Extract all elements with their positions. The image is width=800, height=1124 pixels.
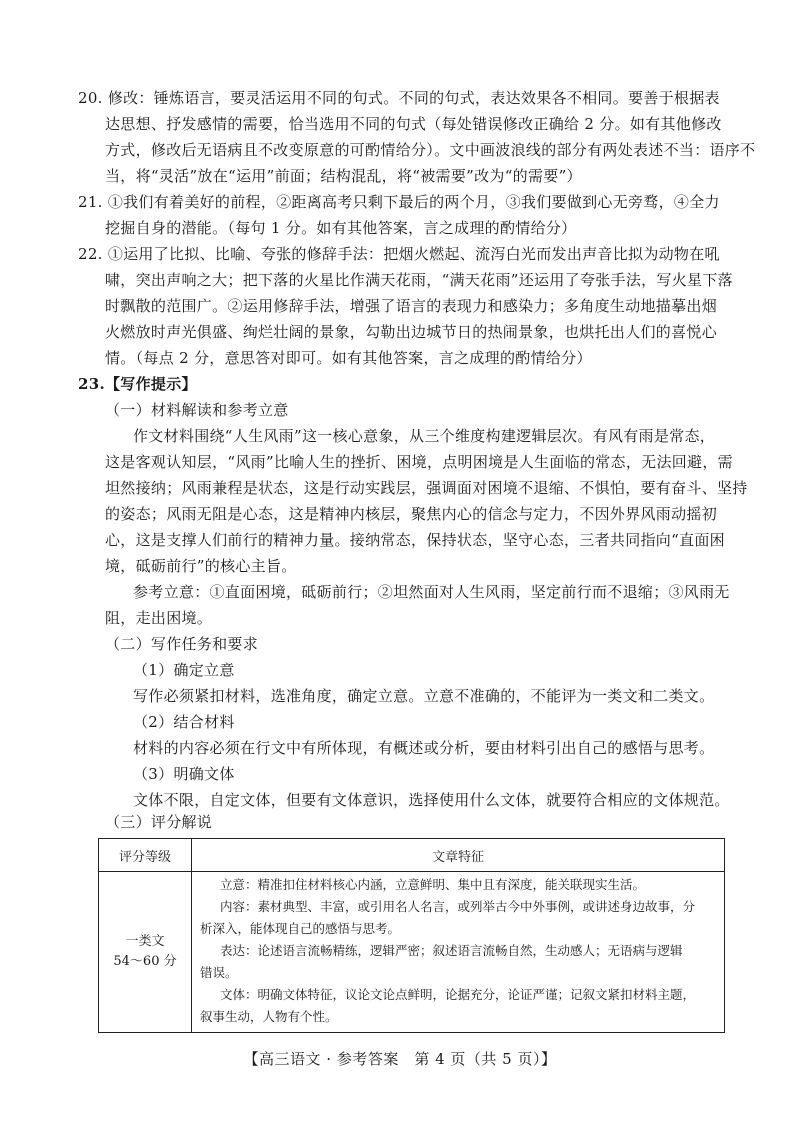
s1-para-line-6: 境，砥砺前行”的核心主旨。	[105, 557, 297, 575]
s2-item-2-text: 材料的内容必须在行文中有所体现，有概述或分析，要由材料引出自己的感悟与思考。	[133, 739, 715, 757]
s1-para-line-3: 坦然接纳；风雨兼程是状态，这是行动实践层，强调面对困境不退缩、不惧怕，要有奋斗、坚持	[105, 479, 748, 497]
grading-table	[98, 838, 725, 1033]
q20-line-3: 方式，修改后无语病且不改变原意的可酌情给分）。文中画波浪线的部分有两处表述不当：语序不	[105, 141, 756, 159]
s2-item-3-label: （3）明确文体	[133, 765, 235, 783]
q22-line-3: 时飘散的范围广。②运用修辞手法，增强了语言的表现力和感染力；多角度生动地描摹出烟	[105, 297, 718, 315]
s1-para-line-1: 作文材料围绕“人生风雨”这一核心意象，从三个维度构建逻辑层次。有风有雨是常态，	[133, 427, 716, 445]
section-3-title: （三）评分解说	[105, 813, 213, 831]
s2-item-3-text: 文体不限，自定文体，但要有文体意识，选择使用什么文体，就要符合相应的文体规范。	[133, 791, 730, 809]
features-cell	[192, 872, 725, 1033]
grade-level-name: 一类文	[125, 934, 165, 949]
q20-line-2: 达思想、抒发感情的需要，恰当选用不同的句式（每处错误修改正确给 2 分。如有其他修改	[105, 115, 722, 133]
s1-para-line-5: 心，这是支撑人们前行的精神力量。接纳常态，保持状态，坚守心态，三者共同指向“直面困	[105, 531, 725, 549]
s2-item-1-label: （1）确定立意	[133, 661, 235, 679]
feature-line-3: 析深入，能体现自己的感悟与思考。	[200, 921, 401, 936]
q21-line-2: 挖掘自身的潜能。（每句 1 分。如有其他答案，言之成理的酌情给分）	[105, 219, 577, 237]
s2-item-1-text: 写作必须紧扣材料，选准角度，确定立意。立意不准确的，不能评为一类文和二类文。	[133, 687, 715, 705]
q21-line-1: 21. ①我们有着美好的前程，②距离高考只剩下最后的两个月，③我们要做到心无旁骛，④全力	[78, 193, 720, 211]
feature-line-2: 内容：素材典型、丰富，或引用名人名言，或列举古今中外事例，或讲述身边故事，分	[220, 899, 696, 914]
s1-para-line-4: 的姿态；风雨无阻是心态，这是精神内核层，聚焦内心的信念与定力，不因外界风雨动摇初	[105, 505, 718, 523]
table-row	[99, 872, 725, 1033]
q20-line-4: 当，将“灵活”放在“运用”前面；结构混乱，将“被需要”改为“的需要”）	[105, 167, 582, 185]
s1-ref-line-2: 阻，走出困境。	[105, 609, 213, 627]
s1-para-line-2: 这是客观认知层，“风雨”比喻人生的挫折、困境，点明困境是人生面临的常态，无法回避，需	[105, 453, 733, 471]
page-footer: 【高三语文 · 参考答案 第 4 页（共 5 页）】	[243, 1050, 557, 1068]
q23-heading: 23.【写作提示】	[78, 375, 197, 393]
grade-level-cell	[99, 872, 192, 1033]
feature-line-7: 叙事生动，人物有个性。	[200, 1009, 338, 1024]
grading-table-header-row	[99, 839, 725, 872]
feature-line-5: 错误。	[200, 965, 238, 980]
feature-line-4: 表达：论述语言流畅精练，逻辑严密；叙述语言流畅自然，生动感人；无语病与逻辑	[220, 943, 683, 958]
q20-line-1: 20. 修改：锤炼语言，要灵活运用不同的句式。不同的句式，表达效果各不相同。要善于根据表	[78, 89, 720, 107]
feature-line-1: 立意：精准扣住材料核心内涵，立意鲜明、集中且有深度，能关联现实生活。	[220, 877, 646, 892]
s2-item-2-label: （2）结合材料	[133, 713, 235, 731]
grade-level-score: 54～60 分	[113, 954, 177, 969]
section-1-title: （一）材料解读和参考立意	[105, 401, 289, 419]
section-2-title: （二）写作任务和要求	[105, 635, 259, 653]
q22-line-2: 啸，突出声响之大；把下落的火星比作满天花雨，“满天花雨”还运用了夸张手法，写火星下落	[105, 271, 733, 289]
header-essay-features: 文章特征	[192, 839, 725, 872]
q22-line-1: 22. ①运用了比拟、比喻、夸张的修辞手法：把烟火燃起、流泻白光而发出声音比拟为动物在吼	[78, 245, 720, 263]
header-grade-level: 评分等级	[99, 839, 192, 872]
s1-ref-line-1: 参考立意：①直面困境，砥砺前行；②坦然面对人生风雨，坚定前行而不退缩；③风雨无	[133, 583, 730, 601]
feature-line-6: 文体：明确文体特征，议论文论点鲜明，论据充分，论证严谨；记叙文紧扣材料主题，	[220, 987, 696, 1002]
q22-line-5: 情。（每点 2 分，意思答对即可。如有其他答案，言之成理的酌情给分）	[105, 349, 592, 367]
q22-line-4: 火燃放时声光俱盛、绚烂壮阔的景象，勾勒出边城节日的热闹景象，也烘托出人们的喜悦心	[105, 323, 718, 341]
